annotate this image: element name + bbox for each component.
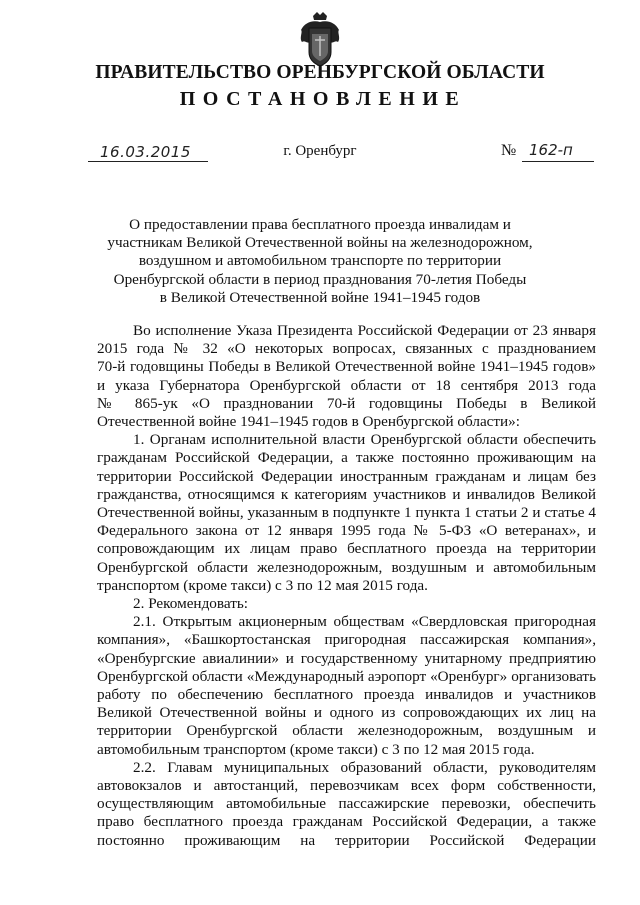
body-line: компания», «Башкортостанская пригородная пассажирская компания», xyxy=(97,631,596,649)
subject-line: О предоставлении права бесплатного проезда инвалидам и xyxy=(129,216,511,233)
document-type: ПОСТАНОВЛЕНИЕ xyxy=(179,88,467,110)
body-line: территории Российской Федерации иностранным гражданам и лицам без xyxy=(97,467,596,485)
government-title: ПРАВИТЕЛЬСТВО ОРЕНБУРГСКОЙ ОБЛАСТИ xyxy=(95,62,545,83)
body-line: 70-й годовщины Победы в Великой Отечественной войне 1941–1945 годов» xyxy=(97,358,596,376)
body-line: гражданам Российской Федерации, а также постоянно проживающим на xyxy=(97,449,596,467)
body-line: сопровождающим их лицам право бесплатного проезда на территории xyxy=(97,540,596,558)
subject-line: Оренбургской области в период празднования 70-летия Победы xyxy=(113,270,527,288)
body-line: Федерального закона от 12 января 1995 года № 5-ФЗ «О ветеранах», и xyxy=(97,522,596,540)
body-line: автовокзалов и автостанций, перевозчикам всех форм собственности, xyxy=(97,777,596,795)
number-underline xyxy=(522,161,594,162)
document-city: г. Оренбург xyxy=(283,143,357,159)
body-line: 2.1. Открытым акционерным обществам «Свердловская пригородная xyxy=(133,613,596,631)
body-line: № 865-ук «О праздновании 70-й годовщины Победы в Великой xyxy=(97,394,596,412)
body-line: постоянно проживающим на территории Российской Федерации xyxy=(97,831,596,849)
body-line: 2. Рекомендовать: xyxy=(133,595,248,613)
number-label: № xyxy=(501,142,517,159)
body-line: работу по обеспечению бесплатного проезда инвалидов и участников xyxy=(97,686,596,704)
coat-of-arms-icon xyxy=(295,10,345,68)
subject-line: в Великой Отечественной войне 1941–1945 годов xyxy=(159,288,481,306)
body-line: осуществляющим автомобильные пассажирские перевозки, обеспечить xyxy=(97,795,596,813)
body-line: 2.2. Главам муниципальных образований области, руководителям xyxy=(133,758,596,776)
body-line: транспортом (кроме такси) с 3 по 12 мая 2015 года. xyxy=(97,576,428,594)
document-body xyxy=(97,322,596,850)
body-line: Отечественной войны, указанным в подпункте 1 пункта 1 статьи 2 и статье 4 xyxy=(97,504,596,522)
body-line: Во исполнение Указа Президента Российской Федерации от 23 января xyxy=(133,322,596,339)
subject-line: воздушном и автомобильном транспорте по территории xyxy=(138,252,502,270)
document-number: 162-п xyxy=(529,141,573,159)
body-line: право бесплатного проезда гражданам Российской Федерации, а также xyxy=(97,813,596,831)
body-line: 1. Органам исполнительной власти Оренбургской области обеспечить xyxy=(133,431,596,449)
document-date: 16.03.2015 xyxy=(100,143,191,161)
date-underline xyxy=(88,161,208,162)
body-line: Великой Отечественной войны и одного из сопровождающих их лиц на xyxy=(97,704,596,722)
body-line: 2015 года № 32 «О некоторых вопросах, связанных с празднованием xyxy=(97,340,596,358)
subject-line: участникам Великой Отечественной войны на железнодорожном, xyxy=(107,234,533,252)
body-line: гражданства, относящимся к категориям участников и инвалидов Великой xyxy=(97,485,596,503)
body-line: «Оренбургские авиалинии» и государственному унитарному предприятию xyxy=(97,649,596,667)
body-line: территории Оренбургской области железнодорожным, воздушным и xyxy=(97,722,596,740)
body-line: автомобильным транспортом (кроме такси) с 3 по 12 мая 2015 года. xyxy=(97,740,535,758)
body-line: и указа Губернатора Оренбургской области от 18 сентября 2013 года xyxy=(97,376,596,394)
body-line: Оренбургской области железнодорожным, воздушным и автомобильным xyxy=(97,558,596,576)
document-subject xyxy=(90,216,550,307)
body-line: Отечественной войне 1941–1945 годов в Оренбургской области»: xyxy=(97,413,521,431)
body-line: Оренбургской области «Международный аэропорт «Оренбург» организовать xyxy=(97,667,596,685)
